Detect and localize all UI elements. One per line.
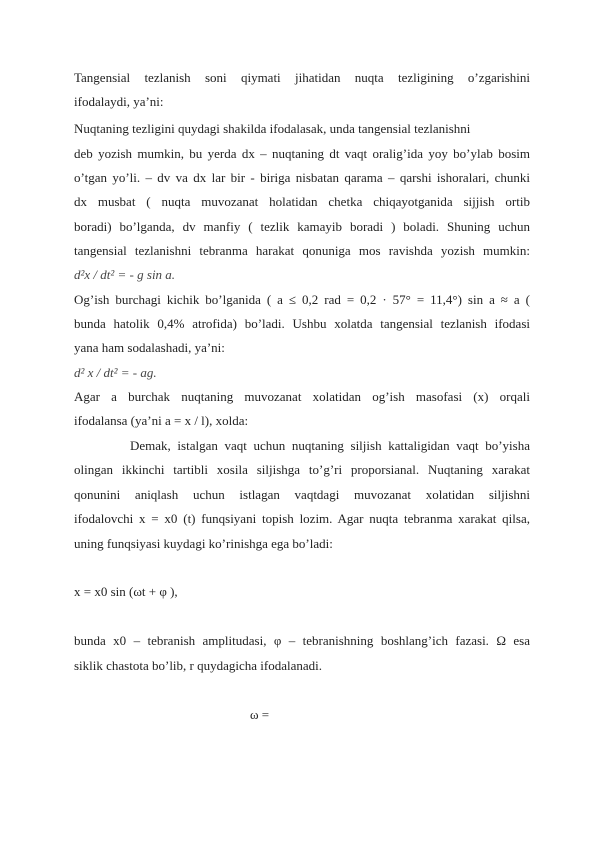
formula-line: d²x / dt² = - g sin a. [74,267,176,282]
formula-line: x = x0 sin (ωt + φ ), [74,584,178,599]
paragraph-line: Agar a burchak nuqtaning muvozanat xolatidan og’ish masofasi (x) orqali [74,389,530,404]
paragraph-line: tangensial tezlanishni tebranma harakat qonuniga mos ravishda yozish mumkin: [74,243,530,258]
paragraph-line: bunda x0 – tebranish amplitudasi, φ – tebranishning boshlang’ich fazasi. Ω esa [74,633,530,648]
formula-line: d² x / dt² = - ag. [74,365,157,380]
paragraph-line: olingan ikkinchi tartibli xosila siljishga to’g’ri proporsianal. Nuqtaning xarakat [74,462,530,477]
paragraph-line: ifodalansa (ya’ni a = x / l), xolda: [74,413,249,428]
paragraph-line: siklik chastota bo’lib, r quydagicha ifodalanadi. [74,658,323,673]
paragraph-line: ifodalaydi, ya’ni: [74,94,164,109]
paragraph-line: deb yozish mumkin, bu yerda dx – nuqtaning dt vaqt oralig’ida yoy bo’ylab bosim [74,146,530,161]
paragraph-line: dx musbat ( nuqta muvozanat holatidan chetka chiqayotganida sijjish ortib [74,194,530,209]
paragraph-line: Demak, istalgan vaqt uchun nuqtaning siljish kattaligidan vaqt bo’yisha [130,438,530,453]
paragraph-line: boradi) bo’lganda, dv manfiy ( tezlik kamayib boradi ) boladi. Shuning uchun [74,219,530,234]
paragraph-line: Og’ish burchagi kichik bo’lganida ( a ≤ 0,2 rad = 0,2 · 57° = 11,4°) sin a ≈ a ( [74,292,530,307]
formula-line: ω = [250,707,270,722]
paragraph-line: ifodalovchi x = x0 (t) funqsiyani topish lozim. Agar nuqta tebranma xarakat qilsa, [74,511,530,526]
paragraph-line: Tangensial tezlanish soni qiymati jihatidan nuqta tezligining o’zgarishini [74,70,530,85]
paragraph-line: Nuqtaning tezligini quydagi shakilda ifodalasak, unda tangensial tezlanishni [74,121,471,136]
paragraph-line: o’tgan yo’li. – dv va dx lar bir - biriga nisbatan qarama – qarshi ishoralari, chunki [74,170,530,185]
paragraph-line: bunda hatolik 0,4% atrofida) bo’ladi. Ushbu xolatda tangensial tezlanish ifodasi [74,316,530,331]
paragraph-line: yana ham sodalashadi, ya’ni: [74,340,225,355]
paragraph-line: qonunini aniqlash uchun istlagan vaqtdagi muvozanat xolatidan siljishni [74,487,530,502]
paragraph-line: uning funqsiyasi kuydagi ko’rinishga ega bo’ladi: [74,536,333,551]
